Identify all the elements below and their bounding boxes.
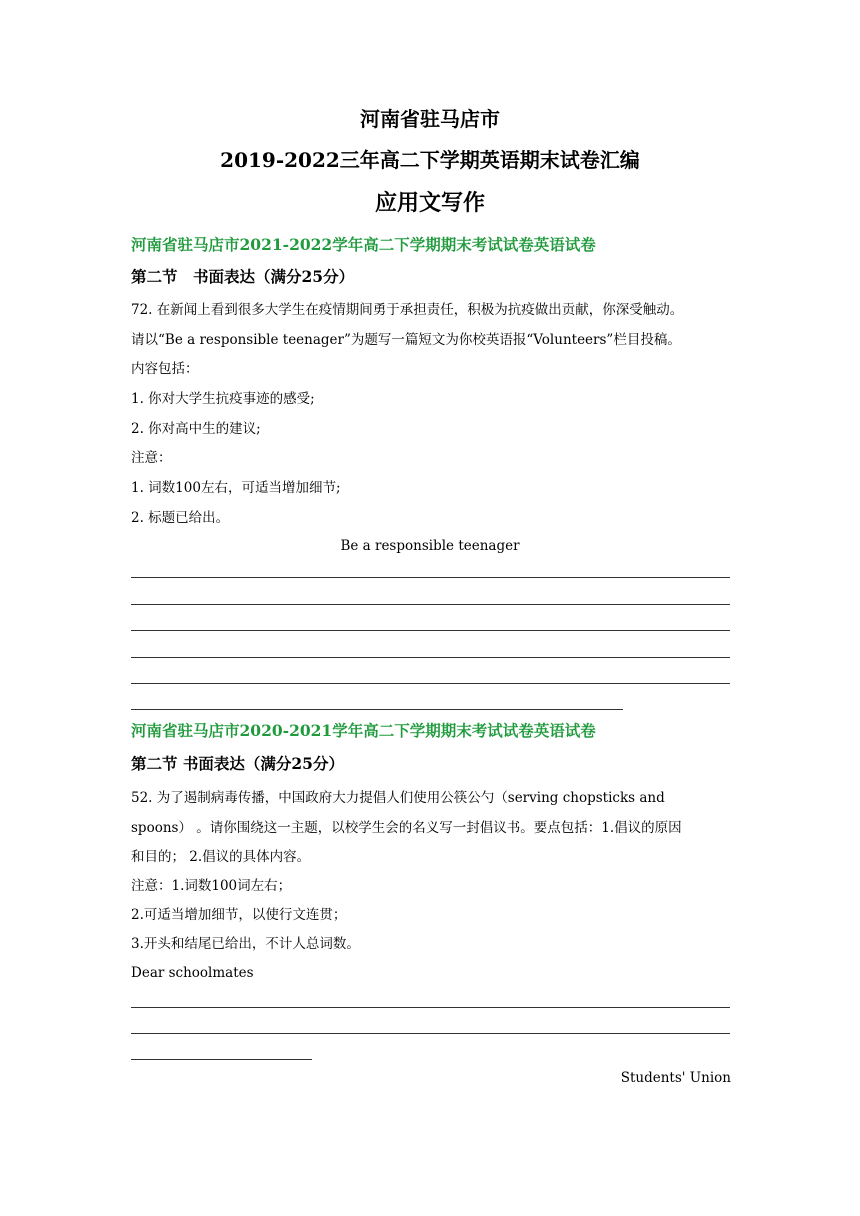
section2-part-heading: 第二节 书面表达（满分25分） — [131, 754, 344, 773]
answer-line — [131, 1007, 730, 1008]
section1-prompt-line: 请以“Be a responsible teenager”为题写一篇短文为你校英语报“Volunteers”栏目投稿。 — [131, 332, 681, 348]
section1-prompt-line: 2. 你对高中生的建议; — [131, 421, 261, 437]
section1-prompt-line: 注意： — [131, 450, 172, 466]
section2-prompt-line: 注意：1.词数100词左右； — [131, 878, 292, 894]
section1-prompt-line: 内容包括： — [131, 361, 199, 377]
section2-prompt-line: 3.开头和结尾已给出，不计人总词数。 — [131, 936, 360, 952]
section2-source-heading: 河南省驻马店市2020-2021学年高二下学期期末考试试卷英语试卷 — [131, 721, 596, 740]
answer-line — [131, 630, 730, 631]
document-title-topic: 应用文写作 — [374, 190, 485, 216]
section1-part-heading: 第二节 书面表达（满分25分） — [131, 267, 355, 286]
section2-prompt-line: 52. 为了遏制病毒传播，中国政府大力提倡人们使用公筷公勺（serving chopsticks and — [131, 790, 665, 806]
answer-line — [131, 709, 623, 710]
answer-line — [131, 683, 730, 684]
section1-essay-title: Be a responsible teenager — [340, 538, 520, 554]
letter-salutation: Dear schoolmates — [131, 965, 254, 981]
answer-line — [131, 577, 730, 578]
section1-prompt-line: 1. 你对大学生抗疫事迹的感受; — [131, 391, 315, 407]
document-title-collection: 2019-2022三年高二下学期英语期末试卷汇编 — [220, 148, 640, 172]
section1-prompt-line: 1. 词数100左右，可适当增加细节; — [131, 480, 341, 496]
section1-source-heading: 河南省驻马店市2021-2022学年高二下学期期末考试试卷英语试卷 — [131, 235, 596, 254]
answer-line — [131, 657, 730, 658]
section2-prompt-line: 2.可适当增加细节，以使行文连贯； — [131, 907, 347, 923]
letter-signature: Students' Union — [620, 1070, 731, 1086]
section1-prompt-line: 2. 标题已给出。 — [131, 510, 230, 526]
section2-prompt-line: 和目的； 2.倡议的具体内容。 — [131, 849, 311, 865]
section2-prompt-line: spoons） 。请你围绕这一主题，以校学生会的名义写一封倡议书。要点包括：1.倡议的原因 — [131, 820, 682, 836]
section1-prompt-line: 72. 在新闻上看到很多大学生在疫情期间勇于承担责任，积极为抗疫做出贡献，你深受触动。 — [131, 302, 684, 318]
answer-line — [131, 604, 730, 605]
answer-line — [131, 1059, 312, 1060]
document-title-region: 河南省驻马店市 — [360, 107, 500, 131]
answer-line — [131, 1033, 730, 1034]
